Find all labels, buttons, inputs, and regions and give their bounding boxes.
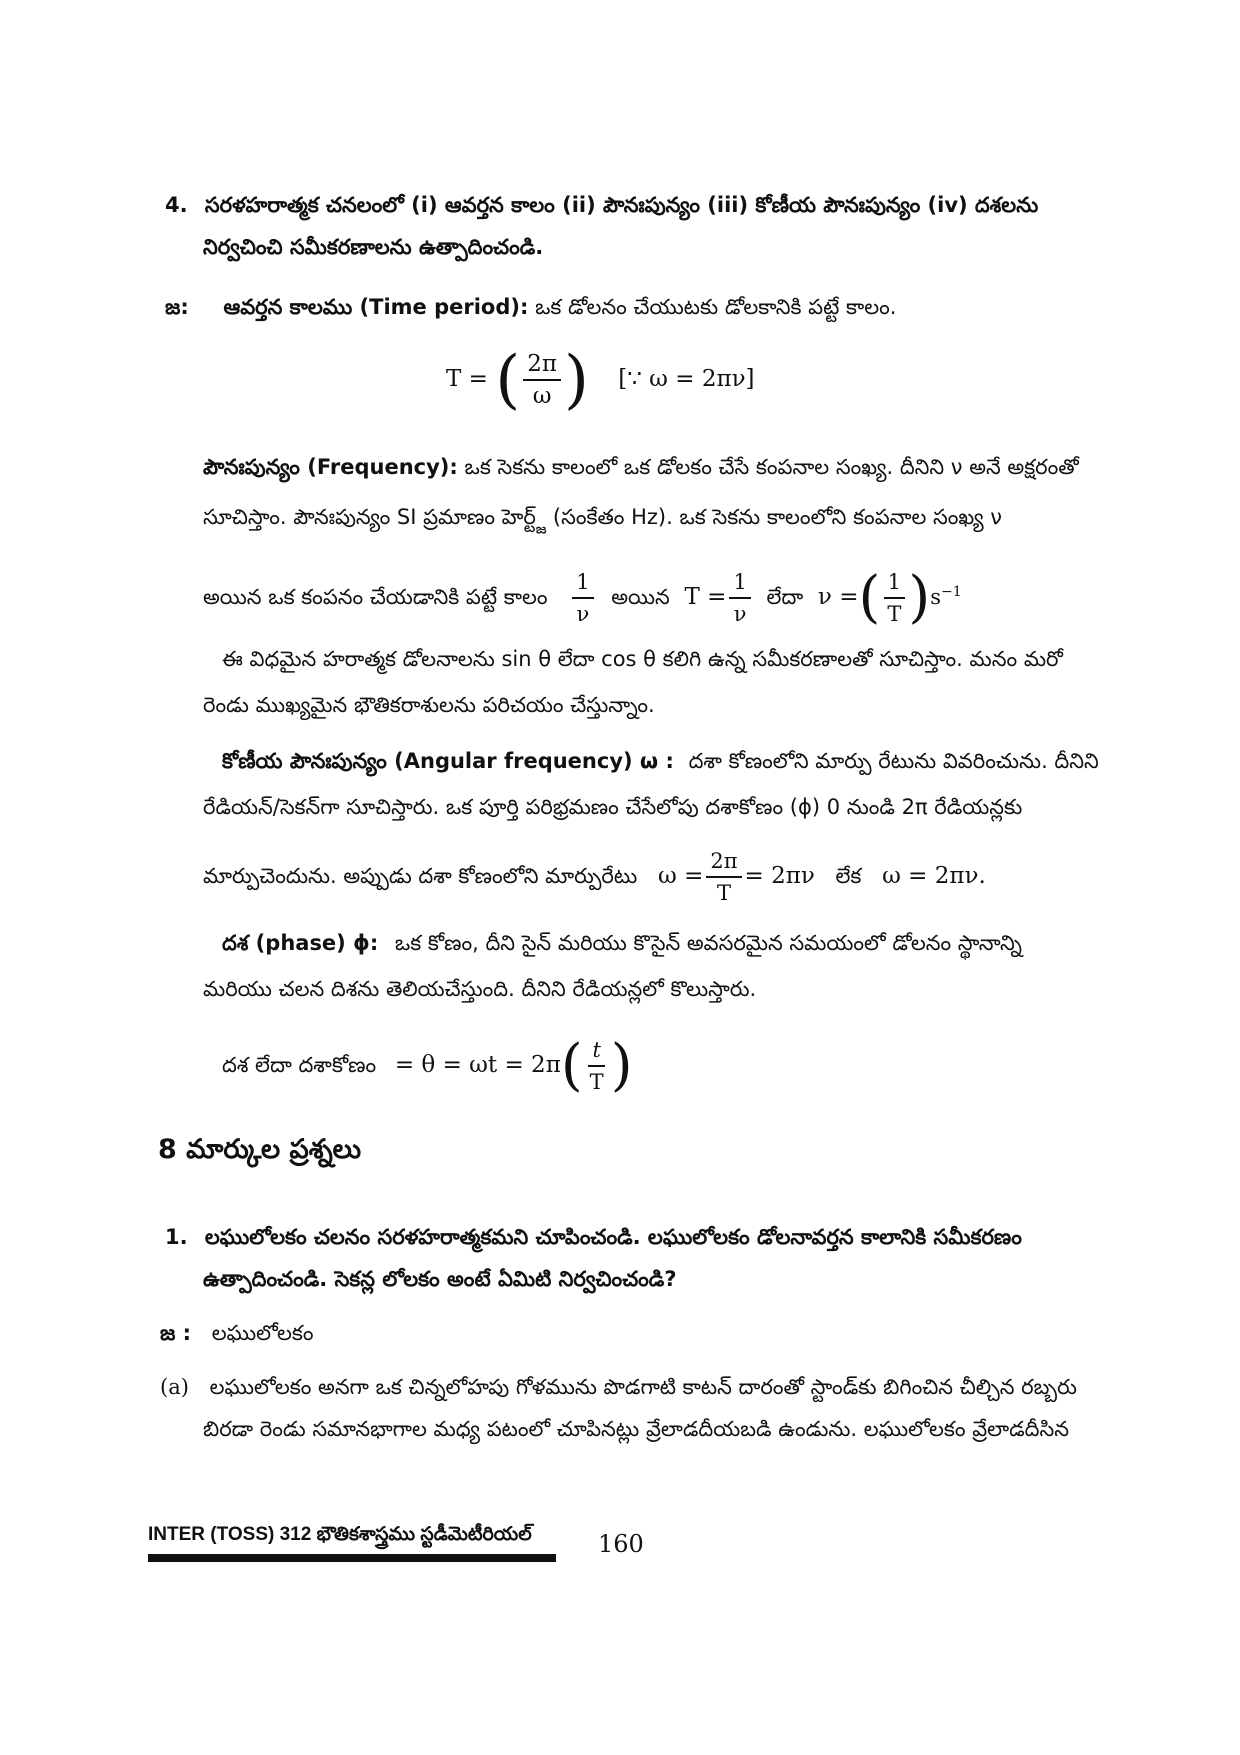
fraction-t (729, 567, 750, 629)
harmonic-line1: ఈ విధమైన హరాత్మక డోలనాలను sin θ లేదా cos θ కలిగి ఉన్న సమీకరణాలతో సూచిస్తాం. మనం మరో (222, 647, 1063, 671)
eq-rhs: = 2πν (744, 863, 815, 889)
angular-line2: రేడియన్/సెకన్‌గా సూచిస్తారు. ఒక పూర్తి పరిభ్రమణం చేసేలోపు దశాకోణం (ϕ) 0 నుండి 2π రేడియన్లకు (203, 795, 1023, 819)
denominator: T (589, 1070, 604, 1094)
frequency-line2: సూచిస్తాం. పౌనఃపున్యం SI ప్రమాణం హెర్ట్జ్ (సంకేతం Hz). ఒక సెకను కాలంలోని కంపనాల సంఖ్య ν (203, 505, 1003, 529)
left-paren: ( (495, 343, 521, 417)
numerator: 2π (706, 846, 741, 878)
question-text: లఘులోలకం చలనం సరళహరాత్మకమని చూపించండి. లఘులోలకం డోలనావర్తన కాలానికి సమీకరణం (204, 1225, 1022, 1249)
numerator: 1 (572, 567, 593, 599)
question-1-line1 (165, 1222, 1022, 1252)
frequency-line3-text: అయిన ఒక కంపనం చేయడానికి పట్టే కాలం (203, 585, 548, 609)
question-number: 4. (165, 193, 188, 217)
left-paren: ( (858, 565, 881, 630)
left-paren: ( (560, 1033, 583, 1098)
angular-line1 (222, 746, 1099, 776)
q1-answer-line (160, 1318, 314, 1348)
phase-eq-mid: = θ = ωt = 2π (394, 1052, 561, 1078)
time-period-line (165, 292, 896, 322)
nu-equals: ν = (817, 584, 859, 610)
numerator: t (588, 1035, 604, 1067)
word-ayina: అయిన (611, 585, 670, 609)
phase-title: దశ (phase) ϕ: (222, 931, 379, 955)
word-leda: లేదా (766, 585, 804, 609)
part-a-text: లఘులోలకం అనగా ఒక చిన్నలోహపు గోళమును పొడగాటి కాటన్ దారంతో స్టాండ్‌కు బిగించిన చీల్చిన రబ్బరు (209, 1375, 1077, 1399)
question-1-line2: ఉత్పాదించండి. సెకన్ల లోలకం అంటే ఏమిటి నిర్వచించండి? (203, 1267, 677, 1291)
word-leka: లేక (835, 864, 862, 888)
denominator: ν (576, 602, 590, 626)
unit-exponent: −1 (941, 584, 962, 600)
frequency-line1 (203, 452, 1079, 482)
frequency-title: పౌనఃపున్యం (Frequency): (203, 455, 458, 479)
part-a-line1 (160, 1372, 1077, 1402)
angular-line3-text: మార్పుచెందును. అప్పుడు దశా కోణంలోని మార్పురేటు (203, 864, 638, 888)
question-text: సరళహరాత్మక చనలంలో (i) ఆవర్తన కాలం (ii) పౌనఃపున్యం (iii) కోణీయ పౌనఃపున్యం (iv) దశలను (204, 193, 1039, 217)
question-4-line1 (165, 190, 1038, 220)
angular-text: దశా కోణంలోని మార్పు రేటును వివరించును. దీనిని (688, 749, 1099, 773)
frequency-text: ఒక సెకను కాలంలో ఒక డోలకం చేసే కంపనాల సంఖ్య. దీనిని ν అనే అక్షరంతో (464, 455, 1079, 479)
footer-rule (148, 1554, 556, 1562)
section-heading: 8 మార్కుల ప్రశ్నలు (158, 1134, 362, 1165)
eq-numerator: 2π (523, 349, 561, 381)
phase-line1 (222, 928, 1022, 958)
right-paren: ) (610, 1033, 633, 1098)
question-4-line2: నిర్వచించి సమీకరణాలను ఉత్పాదించండి. (203, 235, 544, 259)
footer-title: INTER (TOSS) 312 భౌతికశాస్త్రము స్టడీమెటీరియల్ (148, 1524, 532, 1545)
harmonic-line2: రెండు ముఖ్యమైన భౌతికరాశులను పరిచయం చేస్తున్నాం. (203, 693, 655, 717)
question-number: 1. (165, 1225, 188, 1249)
angular-line3 (203, 846, 986, 908)
denominator: T (716, 881, 731, 905)
phase-text: ఒక కోణం, దీని సైన్ మరియు కొసైన్ అవసరమైన సమయంలో డోలనం స్థానాన్ని (394, 931, 1022, 955)
unit: s (930, 585, 942, 609)
phase-line2: మరియు చలన దిశను తెలియచేస్తుంది. దీనిని రేడియన్లలో కొలుస్తారు. (203, 977, 757, 1001)
page-number: 160 (598, 1530, 644, 1558)
part-label: (a) (160, 1375, 189, 1399)
fraction-nu (883, 567, 905, 629)
part-a-line2: బిరడా రెండు సమానభాగాల మధ్య పటంలో చూపినట్లు వ్రేలాడదీయబడి ఉండును. లఘులోలకం వ్రేలాడదీసిన (203, 1417, 1069, 1441)
eq-denominator: ω (532, 383, 552, 409)
eq-fraction (523, 349, 561, 411)
numerator: 1 (729, 567, 750, 599)
eq-note: [∵ ω = 2πν] (618, 366, 755, 392)
frequency-line3 (203, 562, 962, 629)
phase-equation (222, 1030, 633, 1100)
omega-eq2: ω = 2πν. (882, 863, 986, 889)
time-period-text: ఒక డోలనం చేయుటకు డోలకానికి పట్టే కాలం. (535, 295, 897, 319)
fraction-2pi-over-t (706, 846, 741, 908)
denominator: T (887, 602, 902, 626)
time-period-title: ఆవర్తన కాలము (Time period): (223, 295, 529, 319)
angular-title: కోణీయ పౌనఃపున్యం (Angular frequency) ω : (222, 749, 674, 773)
numerator: 1 (884, 567, 905, 599)
omega-equals: ω = (658, 863, 704, 889)
right-paren: ) (563, 343, 589, 417)
right-paren: ) (908, 565, 931, 630)
phase-eq-label: దశ లేదా దశాకోణం (222, 1053, 377, 1077)
eq-lhs: T = (446, 366, 488, 392)
answer-label: జ : (160, 1321, 192, 1345)
fraction-t-over-T (586, 1035, 608, 1097)
answer-text: లఘులోలకం (211, 1321, 314, 1345)
t-equals: T = (684, 584, 727, 610)
fraction-1-over-nu (572, 567, 593, 629)
denominator: ν (733, 602, 747, 626)
answer-label: జ: (165, 295, 189, 319)
time-period-equation (446, 343, 755, 417)
